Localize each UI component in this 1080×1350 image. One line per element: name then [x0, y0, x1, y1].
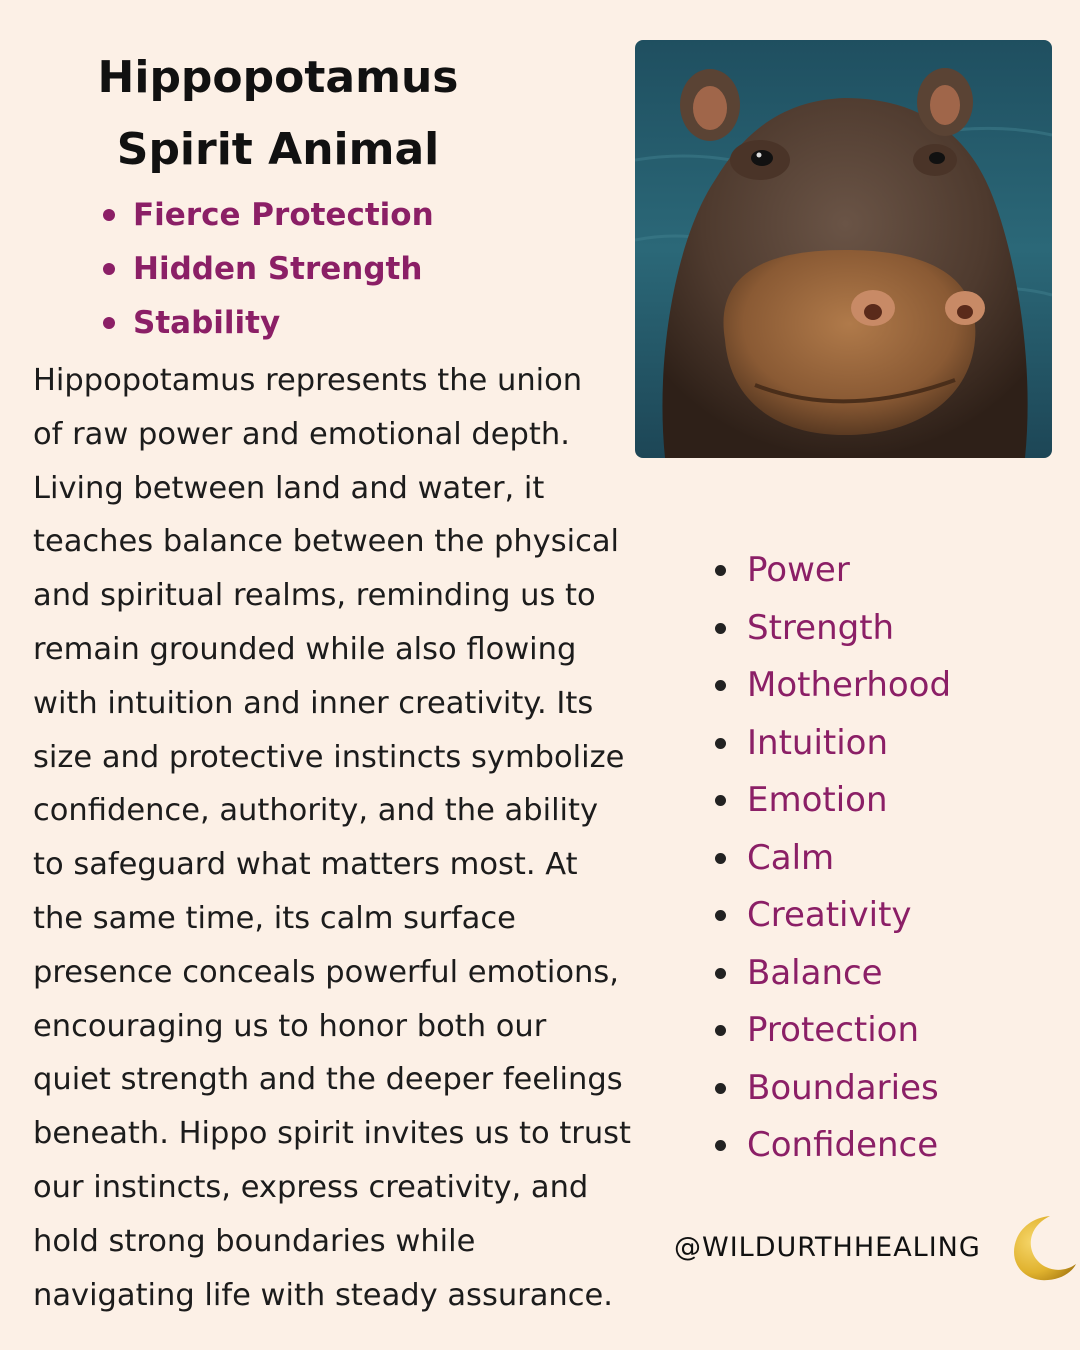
description-line: Hippopotamus represents the union [33, 363, 583, 398]
trait-item: Calm [714, 830, 951, 888]
trait-item: Motherhood [714, 657, 951, 715]
description-line: quiet strength and the deeper feelings [33, 1062, 623, 1098]
description-line: of raw power and emotional depth. [33, 416, 570, 452]
trait-item: Strength [714, 600, 951, 658]
trait-item: Balance [714, 945, 951, 1003]
hippo-photo [635, 40, 1052, 458]
key-trait-item: Hidden Strength [100, 242, 434, 296]
description-line: presence conceals powerful emotions, [33, 954, 619, 990]
trait-item: Confidence [714, 1117, 951, 1175]
description-line: hold strong boundaries while [33, 1223, 476, 1259]
social-handle: @WILDURTHHEALING [674, 1232, 981, 1263]
trait-item: Power [714, 542, 951, 600]
description-line: remain grounded while also flowing [33, 631, 577, 667]
description-line: encouraging us to honor both our [33, 1008, 547, 1044]
key-trait-item: Stability [100, 296, 434, 350]
description-line: the same time, its calm surface [33, 900, 516, 936]
description-line: Living between land and water, it [33, 470, 545, 506]
title-line-2: Spirit Animal [116, 124, 440, 175]
traits-list [714, 542, 951, 1175]
description-line: to safeguard what matters most. At [33, 847, 578, 883]
trait-item: Intuition [714, 715, 951, 773]
page-title [60, 42, 496, 186]
trait-item: Creativity [714, 887, 951, 945]
trait-item: Protection [714, 1002, 951, 1060]
description-line: confidence, authority, and the ability [33, 793, 599, 829]
description-line: navigating life with steady assurance. [33, 1277, 613, 1313]
key-traits-list [100, 188, 434, 350]
description-paragraph [33, 354, 693, 1322]
description-line: size and protective instincts symbolize [33, 739, 625, 775]
description-line: and spiritual realms, reminding us to [33, 578, 596, 614]
description-line: our instincts, express creativity, and [33, 1169, 589, 1205]
title-line-1: Hippopotamus [97, 52, 459, 103]
description-line: beneath. Hippo spirit invites us to trust [33, 1116, 632, 1152]
trait-item: Emotion [714, 772, 951, 830]
description-line: with intuition and inner creativity. Its [33, 685, 594, 721]
crescent-moon-icon [1010, 1212, 1078, 1284]
key-trait-item: Fierce Protection [100, 188, 434, 242]
description-line: teaches balance between the physical [33, 524, 620, 560]
trait-item: Boundaries [714, 1060, 951, 1118]
